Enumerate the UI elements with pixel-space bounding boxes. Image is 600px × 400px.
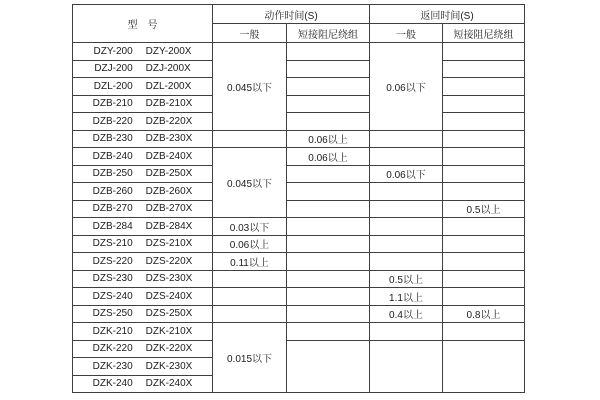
model-cell [73, 270, 213, 288]
table-row [73, 165, 525, 183]
model-name-x: DZS-240X [145, 290, 193, 302]
model-cell [73, 78, 213, 96]
return-general-cell [370, 253, 443, 271]
model-name-x: DZB-210X [145, 98, 193, 110]
model-name: DZB-230 [92, 133, 133, 145]
return-general-cell: 0.06以下 [370, 165, 443, 183]
return-general-cell [370, 323, 443, 341]
column-header-return-damping: 短接阻尼绕组 [443, 24, 525, 43]
model-cell [73, 183, 213, 201]
model-name: DZB-284 [92, 220, 133, 232]
action-general-cell: 0.03以下 [213, 218, 287, 236]
model-name-x: DZK-230X [145, 360, 193, 372]
model-cell [73, 148, 213, 166]
model-cell [73, 130, 213, 148]
action-general-cell [213, 288, 287, 306]
return-damping-cell [443, 60, 525, 78]
action-general-cell: 0.045以下 [213, 43, 287, 131]
model-cell [73, 113, 213, 131]
relay-timing-table [72, 4, 525, 393]
column-header-action-time: 动作时间(S) [213, 5, 370, 24]
action-damping-cell [287, 270, 370, 288]
return-damping-cell [443, 165, 525, 183]
model-name: DZS-210 [92, 238, 133, 250]
table-row [73, 218, 525, 236]
table-row [73, 200, 525, 218]
model-name-x: DZB-220X [145, 115, 193, 127]
model-cell [73, 235, 213, 253]
table-row [73, 95, 525, 113]
column-header-return-time: 返回时间(S) [370, 5, 525, 24]
action-general-cell [213, 130, 287, 148]
model-cell [73, 200, 213, 218]
return-general-cell: 1.1以上 [370, 288, 443, 306]
model-name: DZB-260 [92, 185, 133, 197]
model-name-x: DZY-200X [145, 45, 192, 57]
column-header-action-damping: 短接阻尼绕组 [287, 24, 370, 43]
action-general-cell [213, 305, 287, 323]
model-cell [73, 323, 213, 341]
action-damping-cell [287, 60, 370, 78]
model-name-x: DZB-250X [145, 168, 193, 180]
action-damping-cell [287, 165, 370, 183]
action-general-cell: 0.11以上 [213, 253, 287, 271]
action-damping-cell [287, 78, 370, 96]
action-damping-cell [287, 305, 370, 323]
return-general-cell: 0.4以上 [370, 305, 443, 323]
return-general-cell [370, 183, 443, 201]
model-name: DZK-220 [92, 343, 133, 355]
model-cell [73, 95, 213, 113]
action-damping-cell [287, 95, 370, 113]
model-name-x: DZK-220X [145, 343, 193, 355]
header-row-1 [73, 5, 525, 24]
model-name: DZB-250 [92, 168, 133, 180]
model-cell [73, 305, 213, 323]
column-header-action-general: 一般 [213, 24, 287, 43]
model-name-x: DZB-284X [145, 220, 193, 232]
model-cell [73, 218, 213, 236]
table-row [73, 270, 525, 288]
return-damping-cell: 0.5以上 [443, 200, 525, 218]
return-damping-cell [443, 218, 525, 236]
return-damping-cell [443, 148, 525, 166]
model-name-x: DZS-220X [145, 255, 193, 267]
model-name: DZB-240 [92, 150, 133, 162]
return-damping-cell [443, 270, 525, 288]
model-name: DZB-210 [92, 98, 133, 110]
model-name: DZS-240 [92, 290, 133, 302]
model-cell [73, 340, 213, 358]
model-name-x: DZB-260X [145, 185, 193, 197]
model-name: DZK-210 [92, 325, 133, 337]
model-name: DZS-250 [92, 308, 133, 320]
action-damping-cell [287, 323, 370, 341]
model-name-x: DZS-230X [145, 273, 193, 285]
return-general-cell: 0.5以上 [370, 270, 443, 288]
table-row [73, 183, 525, 201]
return-general-cell [370, 235, 443, 253]
table-row [73, 253, 525, 271]
return-general-cell: 0.06以下 [370, 43, 443, 131]
return-general-cell [370, 200, 443, 218]
return-general-cell [370, 130, 443, 148]
table-row [73, 113, 525, 131]
model-name-x: DZB-240X [145, 150, 193, 162]
table-row [73, 78, 525, 96]
model-name-x: DZJ-200X [145, 63, 191, 75]
action-general-cell: 0.06以上 [213, 235, 287, 253]
action-damping-cell: 0.06以上 [287, 148, 370, 166]
model-name: DZJ-200 [94, 63, 133, 75]
return-damping-cell [443, 95, 525, 113]
table-row [73, 148, 525, 166]
return-damping-cell [443, 78, 525, 96]
model-name-x: DZL-200X [145, 80, 192, 92]
return-damping-cell: 0.8以上 [443, 305, 525, 323]
model-name: DZK-230 [92, 360, 133, 372]
return-damping-cell [443, 130, 525, 148]
table-row [73, 235, 525, 253]
action-damping-cell [287, 288, 370, 306]
model-cell [73, 375, 213, 393]
column-header-model: 型 号 [73, 5, 213, 43]
action-general-cell: 0.015以下 [213, 323, 287, 393]
model-cell [73, 43, 213, 61]
action-damping-cell: 0.06以上 [287, 130, 370, 148]
model-name-x: DZB-270X [145, 203, 193, 215]
return-general-cell [370, 340, 443, 393]
model-name-x: DZS-250X [145, 308, 193, 320]
return-damping-cell [443, 340, 525, 393]
model-name: DZK-240 [92, 378, 133, 390]
model-name-x: DZK-210X [145, 325, 193, 337]
relay-timing-table-container [72, 4, 525, 393]
model-cell [73, 253, 213, 271]
return-general-cell [370, 218, 443, 236]
model-cell [73, 60, 213, 78]
action-damping-cell [287, 200, 370, 218]
return-damping-cell [443, 43, 525, 61]
action-general-cell [213, 270, 287, 288]
action-damping-cell [287, 340, 370, 393]
table-row [73, 130, 525, 148]
action-damping-cell [287, 43, 370, 61]
model-name: DZS-230 [92, 273, 133, 285]
table-row [73, 60, 525, 78]
action-damping-cell [287, 183, 370, 201]
model-name-x: DZK-240X [145, 378, 193, 390]
table-row [73, 43, 525, 61]
return-damping-cell [443, 235, 525, 253]
model-name: DZL-200 [93, 80, 133, 92]
table-row [73, 305, 525, 323]
return-general-cell [370, 148, 443, 166]
column-header-return-general: 一般 [370, 24, 443, 43]
model-name-x: DZB-230X [145, 133, 193, 145]
return-damping-cell [443, 253, 525, 271]
action-damping-cell [287, 253, 370, 271]
model-cell [73, 288, 213, 306]
model-name: DZB-270 [92, 203, 133, 215]
action-general-cell: 0.045以下 [213, 148, 287, 218]
model-name-x: DZS-210X [145, 238, 193, 250]
table-row [73, 340, 525, 358]
return-damping-cell [443, 288, 525, 306]
action-damping-cell [287, 235, 370, 253]
return-damping-cell [443, 113, 525, 131]
table-row [73, 288, 525, 306]
model-cell [73, 358, 213, 376]
action-damping-cell [287, 113, 370, 131]
model-name: DZS-220 [92, 255, 133, 267]
model-name: DZB-220 [92, 115, 133, 127]
model-cell [73, 165, 213, 183]
model-name: DZY-200 [93, 45, 133, 57]
table-row [73, 323, 525, 341]
action-damping-cell [287, 218, 370, 236]
return-damping-cell [443, 183, 525, 201]
return-damping-cell [443, 323, 525, 341]
